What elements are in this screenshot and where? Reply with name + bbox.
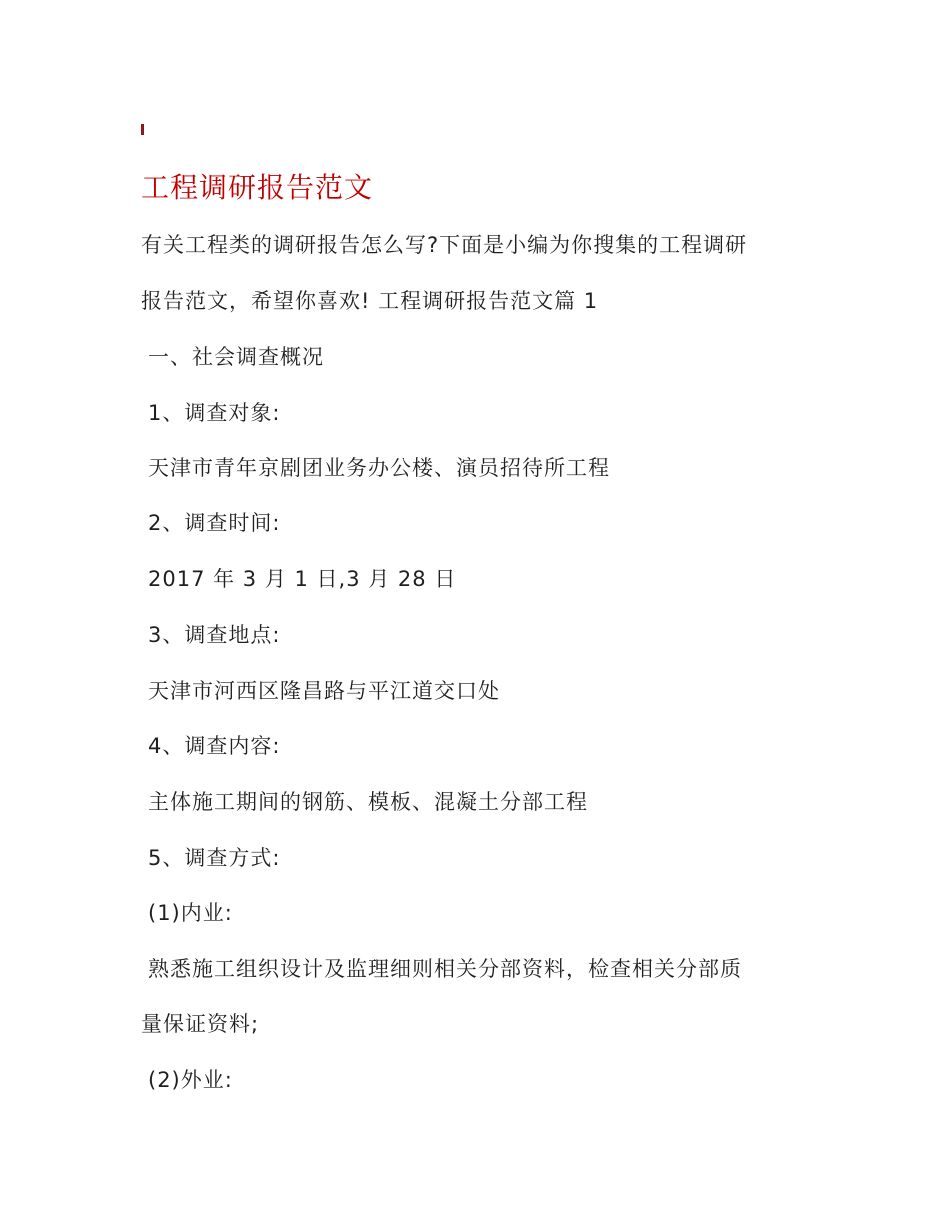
sub-item-1-label: (1)内业: — [148, 901, 233, 925]
item-2-label: 2、调查时间: — [148, 511, 281, 535]
document-title: 工程调研报告范文 — [141, 171, 374, 204]
margin-marker — [141, 124, 144, 135]
item-4-label: 4、调查内容: — [148, 734, 281, 758]
item-5-label: 5、调查方式: — [148, 846, 281, 870]
item-1-label: 1、调查对象: — [148, 401, 281, 425]
section-heading: 一、社会调查概况 — [148, 345, 324, 369]
item-3-value: 天津市河西区隆昌路与平江道交口处 — [148, 679, 500, 703]
sub-item-1-value-line-1: 熟悉施工组织设计及监理细则相关分部资料，检查相关分部质 — [148, 957, 742, 981]
sub-item-2-label: (2)外业: — [148, 1068, 233, 1092]
item-4-value: 主体施工期间的钢筋、模板、混凝土分部工程 — [148, 790, 588, 814]
item-1-value: 天津市青年京剧团业务办公楼、演员招待所工程 — [148, 456, 610, 480]
sub-item-1-value-line-2: 量保证资料; — [141, 1012, 260, 1036]
intro-line-1: 有关工程类的调研报告怎么写?下面是小编为你搜集的工程调研 — [141, 233, 748, 257]
intro-line-2: 报告范文，希望你喜欢! 工程调研报告范文篇 1 — [141, 289, 599, 313]
item-2-value: 2017 年 3 月 1 日,3 月 28 日 — [148, 567, 457, 591]
item-3-label: 3、调查地点: — [148, 623, 281, 647]
